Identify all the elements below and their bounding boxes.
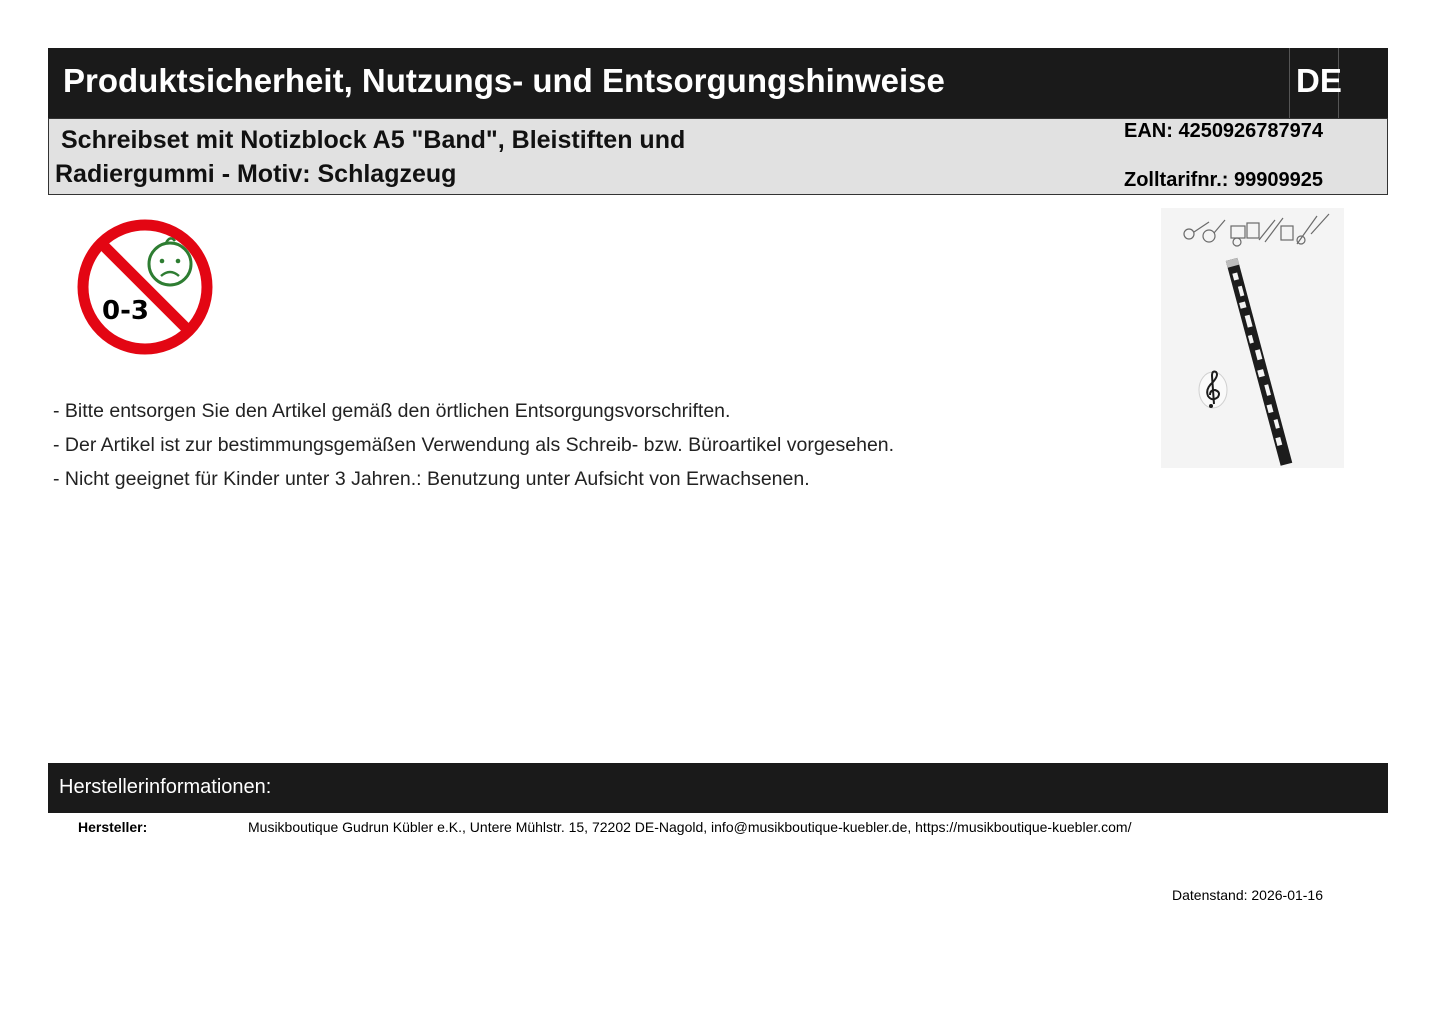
manufacturer-section-title: Herstellerinformationen:	[59, 776, 272, 798]
usage-notes-list	[53, 394, 894, 496]
header-bar	[48, 48, 1388, 118]
manufacturer-section-bar	[48, 763, 1388, 813]
language-code: DE	[1296, 62, 1342, 99]
age-label: 0-3	[102, 296, 149, 326]
not-for-children-0-3-icon	[74, 216, 216, 358]
language-box	[1289, 48, 1342, 118]
list-item: - Nicht geeignet für Kinder unter 3 Jahren.: Benutzung unter Aufsicht von Erwachsenen.	[53, 468, 810, 490]
data-date: Datenstand: 2026-01-16	[1172, 887, 1323, 903]
list-item: - Der Artikel ist zur bestimmungsgemäßen Verwendung als Schreib- bzw. Büroartikel vorgesehen.	[53, 434, 895, 456]
ean-number: EAN: 4250926787974	[1124, 120, 1324, 142]
page-title: Produktsicherheit, Nutzungs- und Entsorgungshinweise	[63, 62, 945, 99]
pencil-and-eraser-product-photo	[1161, 208, 1344, 468]
manufacturer-details: Musikboutique Gudrun Kübler e.K., Untere Mühlstr. 15, 72202 DE-Nagold, info@musikboutique-kuebler.de, https://musikboutique-kuebler.com/	[248, 819, 1132, 835]
product-info-bar	[48, 118, 1388, 195]
list-item: - Bitte entsorgen Sie den Artikel gemäß den örtlichen Entsorgungsvorschriften.	[53, 400, 731, 422]
treble-clef-eraser-image	[1199, 372, 1227, 409]
product-name: Schreibset mit Notizblock A5 "Band", Bleistiften und Radiergummi - Motiv: Schlagzeug	[55, 126, 686, 188]
manufacturer-label: Hersteller:	[78, 819, 148, 835]
customs-tariff-number: Zolltarifnr.: 99909925	[1124, 169, 1323, 191]
